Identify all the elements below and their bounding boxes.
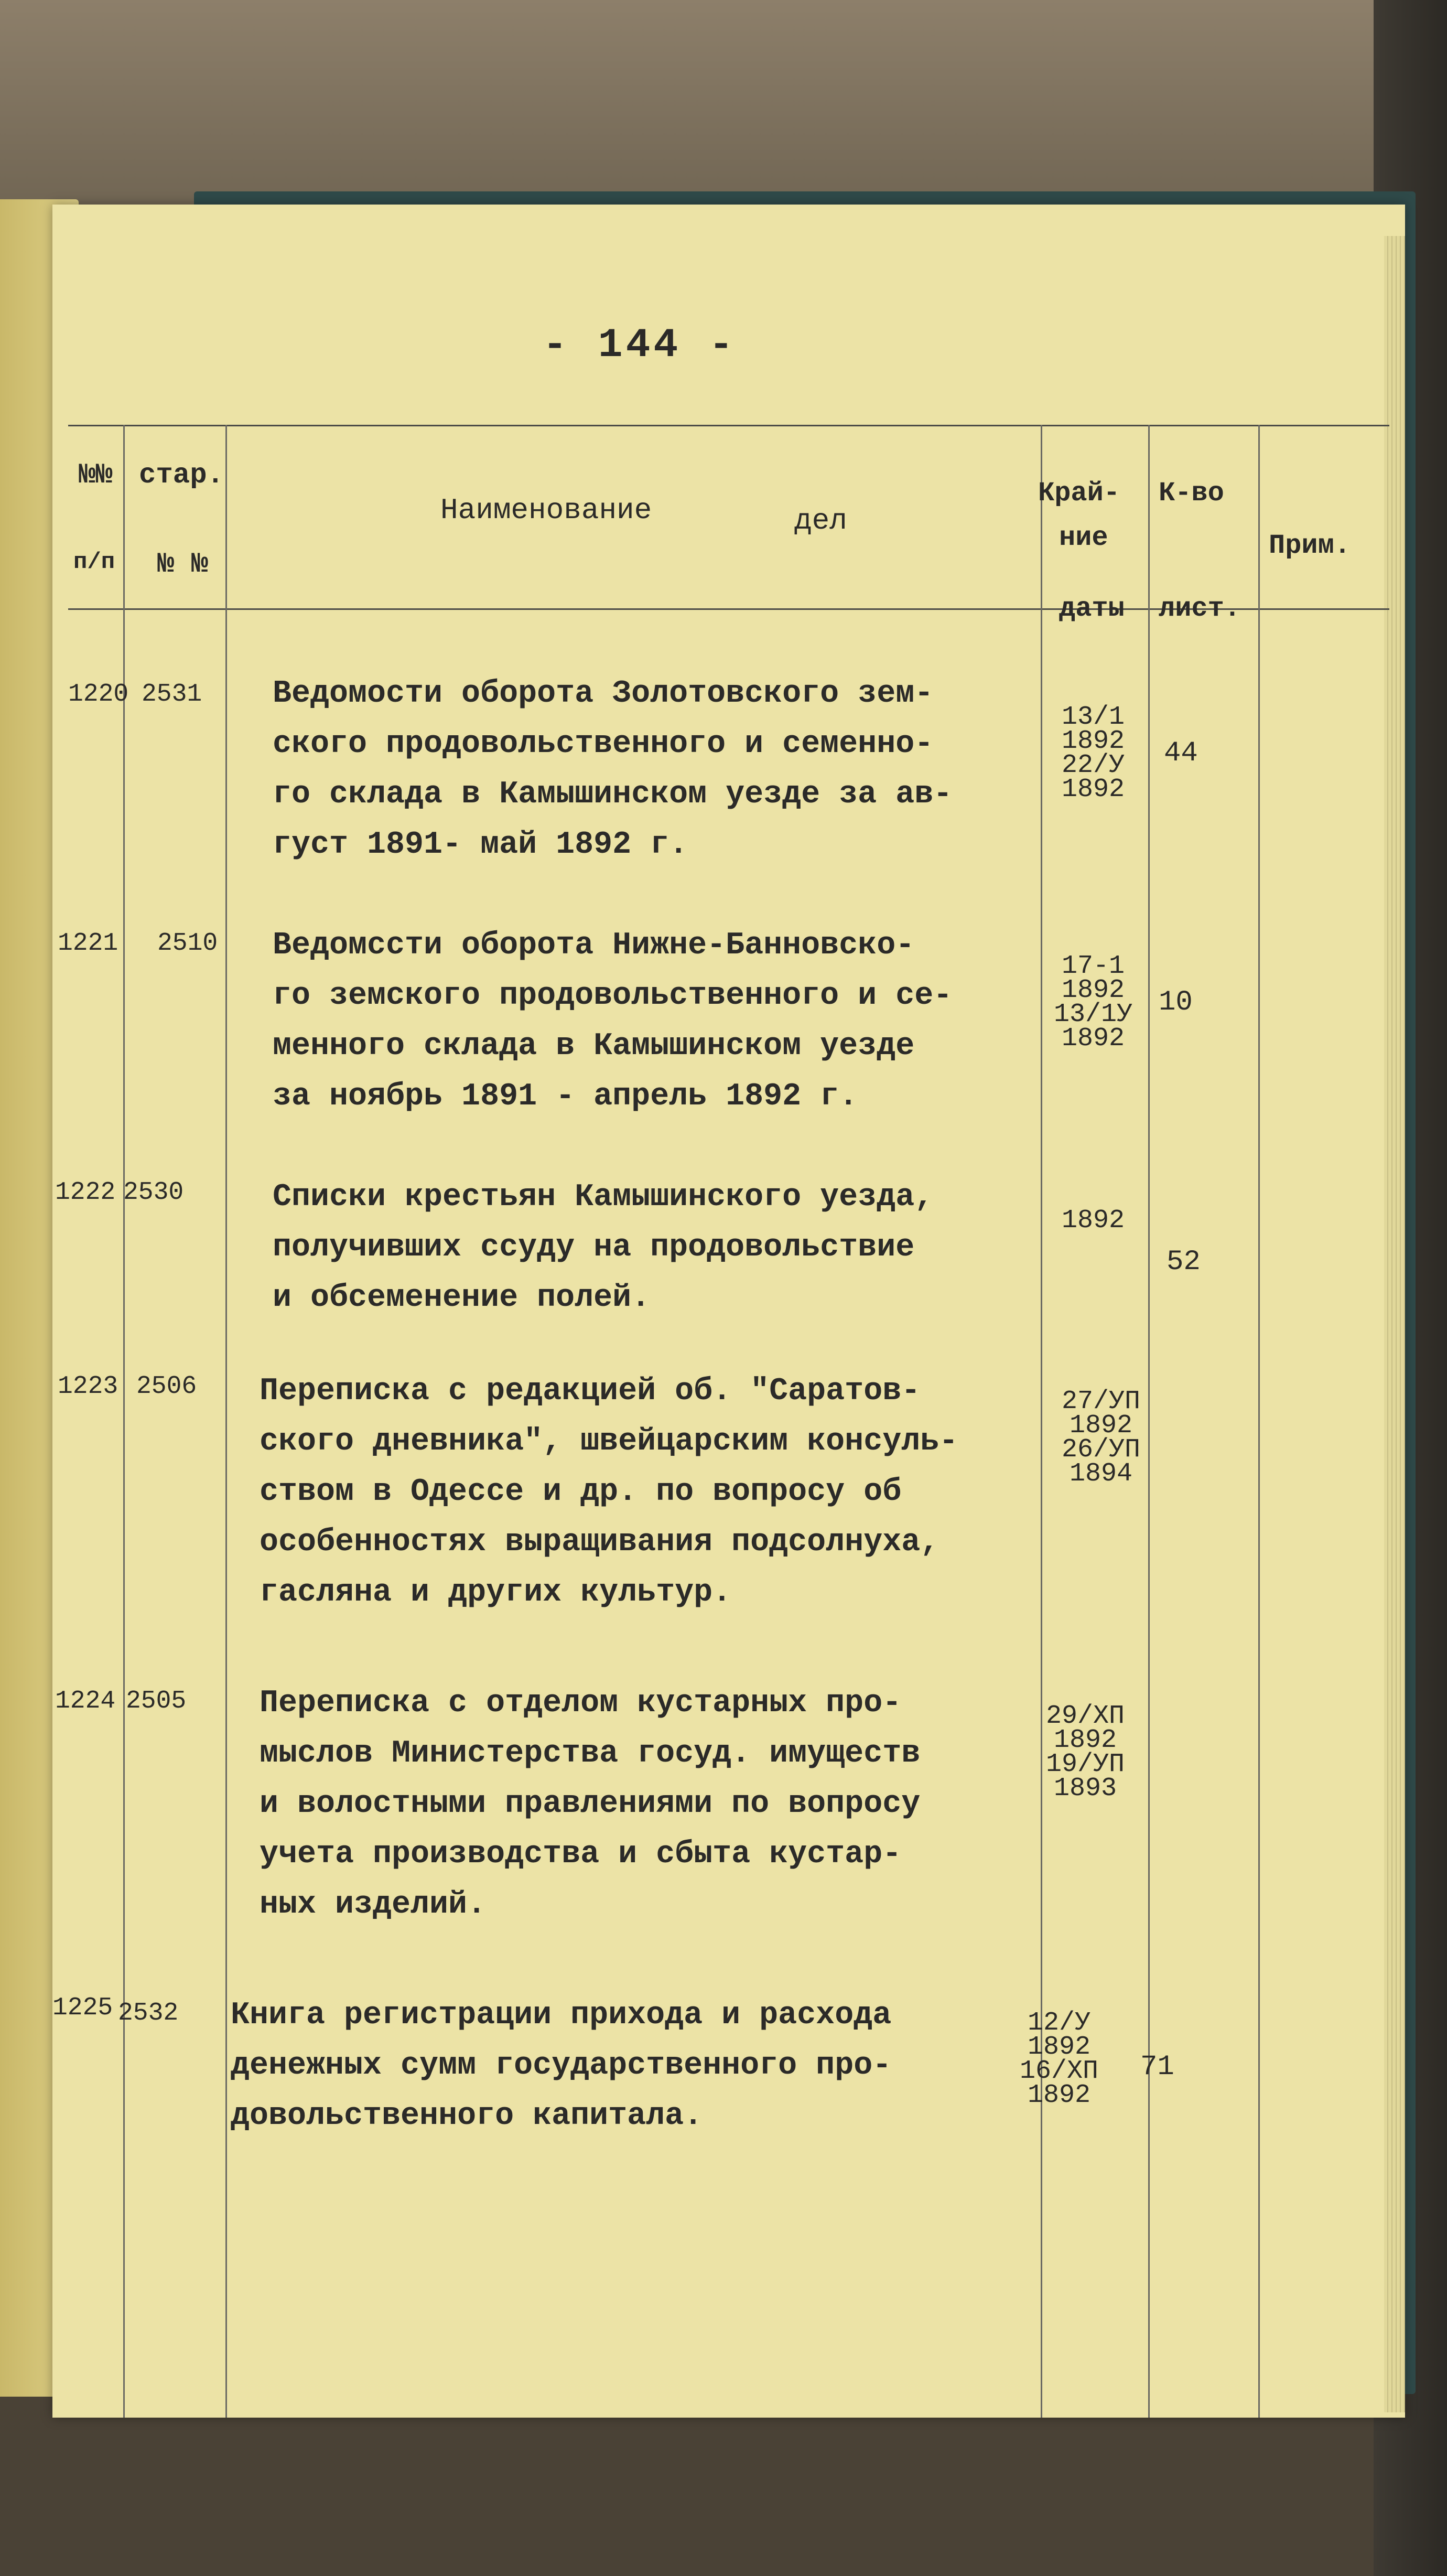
- date-line: 1892: [1053, 1725, 1117, 1755]
- date-line: 1892: [1027, 2080, 1091, 2110]
- title-line: денежных сумм государственного про-: [231, 2048, 892, 2084]
- header-old-bottom: № №: [157, 549, 209, 581]
- date-line: 1894: [1069, 1459, 1133, 1489]
- row-sheets: 71: [1140, 2051, 1174, 2083]
- col-divider-sheets: [1258, 425, 1260, 2418]
- date-line: 26/УП: [1061, 1435, 1141, 1465]
- row-old-number: 2510: [157, 929, 218, 958]
- document-page: [52, 205, 1405, 2418]
- header-dates-bottom: даты: [1059, 593, 1125, 624]
- header-title-right: дел: [794, 504, 847, 538]
- row-old-number: 2532: [118, 1999, 179, 2027]
- date-line: 27/УП: [1061, 1387, 1141, 1416]
- row-title: [273, 1172, 1049, 1323]
- row-old-number: 2530: [123, 1178, 184, 1207]
- row-number: 1222: [55, 1178, 116, 1207]
- row-dates: [1017, 1701, 1153, 1804]
- row-number: 1224: [55, 1687, 116, 1715]
- title-line: гасляна и других культур.: [260, 1575, 732, 1611]
- title-line: учета производства и сбыта кустар-: [260, 1837, 902, 1872]
- col-divider-old: [225, 425, 227, 2418]
- row-number: 1220: [68, 680, 129, 709]
- date-line: 19/УП: [1045, 1749, 1125, 1779]
- header-sheets-bottom: лист.: [1159, 593, 1241, 624]
- date-line: 1892: [1061, 726, 1125, 756]
- date-line: 13/1: [1061, 702, 1125, 732]
- date-line: 22/У: [1061, 750, 1125, 780]
- date-line: 1892: [1061, 1206, 1125, 1236]
- row-title: [231, 1990, 1007, 2141]
- title-line: Книга регистрации прихода и расхода: [231, 1998, 892, 2033]
- date-line: 13/1У: [1053, 1000, 1133, 1029]
- row-number: 1221: [58, 929, 118, 958]
- row-dates: [1025, 951, 1161, 1054]
- background-top: [0, 0, 1447, 220]
- row-title: [273, 669, 1049, 870]
- col-divider-num: [123, 425, 125, 2418]
- title-line: ского дневника", швейцарским консуль-: [260, 1424, 958, 1459]
- title-line: Ведомости оборота Золотовского зем-: [273, 676, 934, 712]
- row-title: [260, 1678, 1035, 1930]
- row-old-number: 2531: [142, 680, 202, 709]
- title-line: особенностях выращивания подсолнуха,: [260, 1525, 940, 1560]
- header-sheets-top: К-во: [1159, 478, 1224, 509]
- title-line: и волостными правлениями по вопросу: [260, 1786, 921, 1822]
- title-line: ского продовольственного и семенно-: [273, 726, 934, 762]
- header-title-left: Наименование: [440, 493, 652, 527]
- date-line: 1892: [1061, 975, 1125, 1005]
- title-line: мыслов Министерства госуд. имуществ: [260, 1736, 921, 1772]
- row-title: [273, 920, 1049, 1122]
- date-line: 1892: [1061, 1024, 1125, 1054]
- row-title: [260, 1366, 1035, 1618]
- header-dates-top: Край-: [1038, 478, 1120, 509]
- table-top-rule: [68, 425, 1389, 426]
- row-sheets: 10: [1159, 986, 1193, 1018]
- row-old-number: 2505: [126, 1687, 187, 1715]
- row-sheets: 52: [1167, 1246, 1201, 1278]
- title-line: го склада в Камышинском уезде за ав-: [273, 777, 953, 812]
- date-line: 17-1: [1061, 951, 1125, 981]
- row-dates: [1025, 1206, 1161, 1236]
- title-line: Переписка с редакцией об. "Саратов-: [260, 1373, 921, 1409]
- row-dates: [991, 2008, 1127, 2110]
- title-line: Списки крестьян Камышинского уезда,: [273, 1179, 934, 1215]
- row-number: 1225: [52, 1994, 113, 2022]
- title-line: получивших ссуду на продовольствие: [273, 1230, 915, 1265]
- header-num-top: №№: [79, 459, 113, 491]
- title-line: Переписка с отделом кустарных про-: [260, 1686, 902, 1721]
- row-sheets: 44: [1164, 737, 1198, 769]
- title-line: ством в Одессе и др. по вопросу об: [260, 1474, 902, 1510]
- date-line: 1892: [1027, 2032, 1091, 2062]
- title-line: Ведомссти оборота Нижне-Банновско-: [273, 928, 915, 963]
- title-line: менного склада в Камышинском уезде: [273, 1028, 915, 1064]
- date-line: 1892: [1069, 1411, 1133, 1441]
- date-line: 16/ХП: [1019, 2056, 1099, 2086]
- title-line: ных изделий.: [260, 1887, 487, 1923]
- title-line: го земского продовольственного и се-: [273, 978, 953, 1014]
- header-dates-mid: ние: [1059, 522, 1108, 553]
- row-dates: [1033, 1387, 1169, 1489]
- page-number: - 144 -: [543, 323, 737, 369]
- header-num-bottom: п/п: [73, 549, 115, 575]
- title-line: за ноябрь 1891 - апрель 1892 г.: [273, 1079, 858, 1114]
- header-old-top: стар.: [139, 459, 224, 491]
- row-number: 1223: [58, 1372, 118, 1401]
- title-line: довольственного капитала.: [231, 2098, 703, 2134]
- page-stack-edge: [1384, 236, 1405, 2412]
- date-line: 1893: [1053, 1774, 1117, 1804]
- date-line: 29/ХП: [1045, 1701, 1125, 1731]
- row-dates: [1025, 702, 1161, 804]
- header-notes: Прим.: [1269, 530, 1351, 561]
- date-line: 12/У: [1027, 2008, 1091, 2038]
- row-old-number: 2506: [136, 1372, 197, 1401]
- date-line: 1892: [1061, 775, 1125, 804]
- title-line: густ 1891- май 1892 г.: [273, 827, 688, 863]
- title-line: и обсеменение полей.: [273, 1280, 651, 1316]
